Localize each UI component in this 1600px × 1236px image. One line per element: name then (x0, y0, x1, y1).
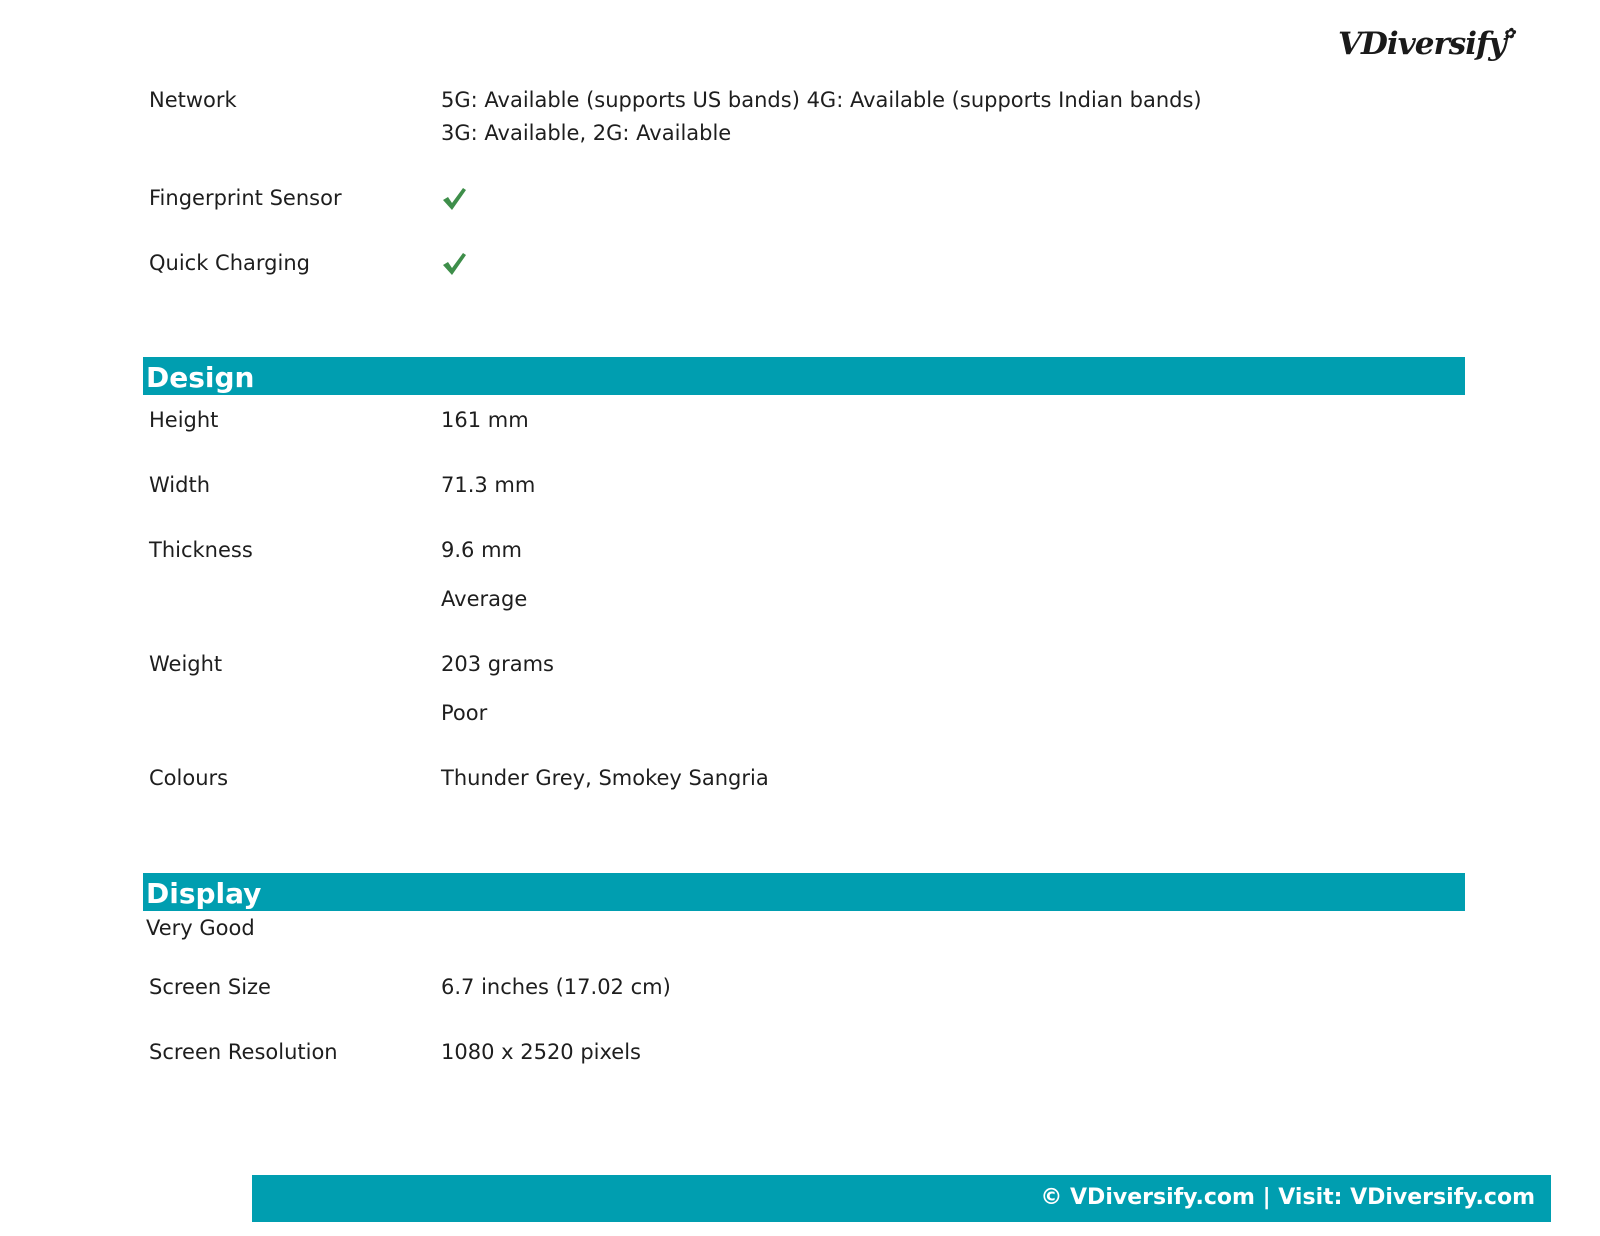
spec-label: Screen Resolution (149, 1040, 338, 1064)
spec-label: Thickness (149, 538, 253, 562)
spec-label: Quick Charging (149, 251, 310, 275)
spec-value: 9.6 mm (441, 538, 522, 562)
spec-value: 71.3 mm (441, 473, 536, 497)
footer-bar (252, 1175, 1551, 1222)
spec-rating: Average (441, 587, 528, 611)
spec-rating: Poor (441, 701, 488, 725)
spec-label: Width (149, 473, 211, 497)
section-header-display (143, 873, 1465, 911)
check-icon (441, 251, 467, 277)
spec-value: 3G: Available, 2G: Available (441, 121, 732, 145)
spec-value: 1080 x 2520 pixels (441, 1040, 641, 1064)
spec-value: 161 mm (441, 408, 529, 432)
logo-text: VDiversify (1338, 26, 1506, 62)
footer-text: © VDiversify.com | Visit: VDiversify.com (1040, 1185, 1535, 1210)
section-title: Display (146, 877, 262, 910)
spec-value: 6.7 inches (17.02 cm) (441, 975, 671, 999)
logo-leaf-icon: ✿ (1503, 26, 1515, 42)
spec-label: Height (149, 408, 219, 432)
spec-label: Colours (149, 766, 229, 790)
spec-label: Fingerprint Sensor (149, 186, 342, 210)
spec-label: Network (149, 88, 237, 112)
check-icon (441, 186, 467, 212)
spec-value: 203 grams (441, 652, 554, 676)
spec-value: Thunder Grey, Smokey Sangria (441, 766, 769, 790)
spec-label: Screen Size (149, 975, 271, 999)
section-title: Design (146, 361, 255, 394)
section-rating-display: Very Good (146, 916, 255, 940)
section-header-design (143, 357, 1465, 395)
spec-value: 5G: Available (supports US bands) 4G: Available (supports Indian bands) (441, 88, 1202, 112)
spec-label: Weight (149, 652, 223, 676)
vdiversify-logo (1338, 26, 1516, 62)
